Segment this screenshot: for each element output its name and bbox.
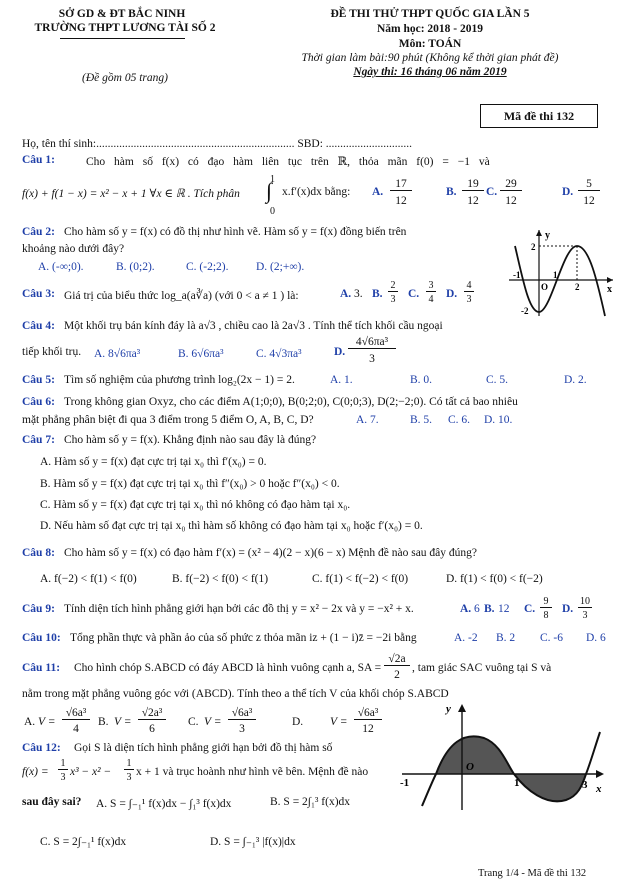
q2-x-arrow [607, 277, 613, 283]
q2-graph [505, 226, 617, 318]
q12-area-right [514, 774, 586, 801]
q1-opt-a-key: A. [372, 186, 384, 198]
q2-curve [515, 246, 605, 316]
q2-opt-c: C. (-2;2). [186, 261, 229, 273]
q11-sa-den: 2 [394, 669, 400, 681]
q11-line2: nằm trong mặt phẳng vuông góc với (ABCD). Tính theo a thể tích V của khối chóp S.ABCD [22, 688, 449, 700]
q11-opt-a-pre: V = [38, 716, 56, 728]
q6-opt-a: A. 7. [356, 414, 379, 426]
q2-y-arrow [536, 230, 542, 236]
q11-sa-num: √2a [384, 653, 410, 666]
q3-opt-c-num: 3 [426, 280, 436, 292]
q9-opt-a-val: 6 [474, 603, 480, 615]
student-line: Họ, tên thí sinh:..................................................................... SBD: .............................. [22, 138, 413, 150]
q9-opt-b-key: B. [484, 603, 495, 615]
q1-opt-c-den: 12 [505, 195, 517, 207]
q11-opt-a-den: 4 [73, 723, 79, 735]
q12-opt-a: A. S = ∫₋₁¹ f(x)dx − ∫₁³ f(x)dx [96, 798, 232, 810]
q8-label: Câu 8: [22, 547, 55, 559]
q11-opt-d-key: D. [292, 716, 304, 728]
school-year: Năm học: 2018 - 2019 [376, 23, 484, 35]
q4-opt-c: C. 4√3πa³ [256, 348, 302, 360]
q12-frac1-num: 1 [58, 758, 68, 770]
q9-label: Câu 9: [22, 603, 55, 615]
q2-label: Câu 2: [22, 226, 55, 238]
q8-opt-c: C. f(1) < f(−2) < f(0) [312, 573, 409, 585]
q2-two-x: 2 [575, 282, 580, 292]
q7-text: Cho hàm số y = f(x). Khẳng định nào sau đây là đúng? [64, 434, 317, 446]
q1-line2a: f(x) + f(1 − x) = x² − x + 1 ∀x ∈ ℝ . Tích phân [22, 188, 240, 200]
q11-opt-d-pre: V = [330, 716, 348, 728]
q2-line2: khoảng nào dưới đây? [22, 243, 125, 255]
q2-neg-one: -1 [513, 270, 521, 280]
q3-opt-c-key: C. [408, 288, 420, 300]
q1-opt-a-den: 12 [395, 195, 407, 207]
q10-opt-a: A. -2 [454, 632, 478, 644]
q12-line3: sau đây sai? [22, 796, 82, 808]
q9-opt-a-key: A. [460, 603, 472, 615]
q4-opt-d-num: 4√6πa³ [348, 336, 396, 349]
q12-x-label: x [596, 783, 602, 795]
q8-opt-a: A. f(−2) < f(1) < f(0) [40, 573, 137, 585]
q6-label: Câu 6: [22, 396, 55, 408]
q11-label: Câu 11: [22, 662, 61, 674]
q1-opt-c-key: C. [486, 186, 498, 198]
exam-code-box: Mã đề thi 132 [480, 104, 598, 128]
q12-x-arrow [596, 770, 604, 778]
q1-opt-b-den: 12 [467, 195, 479, 207]
q4-line1: Một khối trụ bán kính đáy là a√3 , chiều cao là 2a√3 . Tính thể tích khối cầu ngoại [64, 320, 443, 332]
q12-origin: O [466, 761, 474, 773]
q1-integral-sign: ∫ [266, 178, 273, 203]
q1-opt-d-key: D. [562, 186, 574, 198]
q3-text: Giá trị của biểu thức log_a(a∛a) (với 0 < a ≠ 1 ) là: [64, 290, 299, 302]
q5-opt-b: B. 0. [410, 374, 433, 386]
q8-opt-b: B. f(−2) < f(0) < f(1) [172, 573, 269, 585]
q11-opt-c-den: 3 [239, 723, 245, 735]
q11-opt-b-key: B. [98, 716, 109, 728]
q11-opt-b-num: √2a³ [138, 707, 166, 720]
q12-y-arrow [458, 704, 466, 712]
q12-opt-b: B. S = 2∫₁³ f(x)dx [270, 796, 351, 808]
q3-opt-d-den: 3 [466, 294, 472, 305]
school-name: TRƯỜNG THPT LƯƠNG TÀI SỐ 2 [34, 22, 216, 34]
exam-title: ĐỀ THI THỬ THPT QUỐC GIA LẦN 5 [330, 8, 530, 20]
pages-note: (Đề gồm 05 trang) [82, 72, 168, 84]
q9-opt-c-num: 9 [540, 596, 552, 608]
q12-three: 3 [582, 779, 588, 791]
q3-opt-d-num: 4 [464, 280, 474, 292]
q12-neg-one: -1 [400, 777, 410, 789]
q2-x-label: x [607, 284, 612, 295]
q12-opt-d: D. S = ∫₋₁³ |f(x)|dx [210, 836, 296, 848]
q5-opt-c: C. 5. [486, 374, 509, 386]
q7-opt-c: C. Hàm số y = f(x) đạt cực trị tại x₀ thì nó không có đạo hàm tại x₀. [40, 499, 351, 511]
q2-one: 1 [553, 270, 558, 280]
q12-line2a: f(x) = [22, 766, 49, 778]
q1-opt-a-num: 17 [390, 178, 412, 191]
exam-date: Ngày thi: 16 tháng 06 năm 2019 [353, 66, 507, 78]
subject: Môn: TOÁN [398, 38, 462, 50]
q4-line2: tiếp khối trụ. [22, 346, 82, 358]
q1-opt-b-num: 19 [462, 178, 484, 191]
q4-label: Câu 4: [22, 320, 55, 332]
q12-line1: Gọi S là diện tích hình phẳng giới hạn bởi đồ thị hàm số [74, 742, 333, 754]
exam-time: Thời gian làm bài:90 phút (Không kể thời gian phát đề) [301, 52, 559, 64]
q11-line1a: Cho hình chóp S.ABCD có đáy ABCD là hình vuông cạnh a, SA = [74, 662, 382, 674]
q5-opt-d: D. 2. [564, 374, 587, 386]
q11-opt-c-key: C. [188, 716, 199, 728]
q11-opt-b-den: 6 [149, 723, 155, 735]
q7-opt-d: D. Nếu hàm số đạt cực trị tại x₀ thì hàm số không có đạo hàm tại x₀ hoặc f′(x₀) = 0. [40, 520, 423, 532]
q11-opt-c-num: √6a³ [228, 707, 256, 720]
q11-opt-d-num: √6a³ [354, 707, 382, 720]
q2-origin: O [541, 282, 549, 292]
q2-neg-two: -2 [521, 306, 529, 316]
q12-y-label: y [446, 703, 451, 715]
q2-two-y: 2 [531, 242, 536, 252]
q11-opt-c-pre: V = [204, 716, 222, 728]
q10-text: Tổng phần thực và phần ảo của số phức z thỏa mãn iz + (1 − i)z̄ = −2i bằng [70, 632, 417, 644]
q7-opt-b: B. Hàm số y = f(x) đạt cực trị tại x₀ thì f″(x₀) > 0 hoặc f″(x₀) < 0. [40, 478, 340, 490]
q9-opt-d-den: 3 [582, 610, 588, 621]
q11-line1b: , tam giác SAC vuông tại S và [412, 662, 552, 674]
q7-opt-a: A. Hàm số y = f(x) đạt cực trị tại x₀ thì f′(x₀) = 0. [40, 456, 267, 468]
q10-label: Câu 10: [22, 632, 61, 644]
q10-opt-d: D. 6 [586, 632, 606, 644]
q8-text: Cho hàm số y = f(x) có đạo hàm f′(x) = (x² − 4)(2 − x)(6 − x) Mệnh đề nào sau đây đúng? [64, 547, 478, 559]
q6-opt-b: B. 5. [410, 414, 433, 426]
q2-opt-b: B. (0;2). [116, 261, 155, 273]
q12-line2c: x + 1 và trục hoành như hình vẽ bên. Mệnh đề nào [136, 766, 369, 778]
q3-opt-c-den: 4 [428, 294, 434, 305]
q3-label: Câu 3: [22, 288, 55, 300]
q5-text: Tìm số nghiệm của phương trình log₂(2x − 1) = 2. [64, 374, 295, 386]
q12-frac2-num: 1 [124, 758, 134, 770]
q9-opt-b-val: 12 [498, 603, 510, 615]
q12-frac2-den: 3 [126, 772, 132, 783]
q12-opt-c: C. S = 2∫₋₁¹ f(x)dx [40, 836, 127, 848]
q9-opt-d-num: 10 [580, 596, 590, 607]
q9-opt-c-key: C. [524, 603, 536, 615]
q10-opt-c: C. -6 [540, 632, 563, 644]
q3-opt-b-num: 2 [388, 280, 398, 292]
q3-opt-b-den: 3 [390, 294, 396, 305]
q2-line1: Cho hàm số y = f(x) có đồ thị như hình vẽ. Hàm số y = f(x) đồng biến trên [64, 226, 407, 238]
q5-opt-a: A. 1. [330, 374, 353, 386]
q2-opt-a: A. (-∞;0). [38, 261, 84, 273]
q2-y-label: y [545, 230, 550, 241]
q1-line2b: x.f′(x)dx bằng: [282, 186, 351, 198]
q1-opt-c-num: 29 [500, 178, 522, 191]
q1-int-upper: 1 [270, 174, 275, 185]
q6-line1: Trong không gian Oxyz, cho các điểm A(1;0;0), B(0;2;0), C(0;0;3), D(2;−2;0). Có tất cả bao nhiêu [64, 396, 518, 408]
q1-label: Câu 1: [22, 154, 55, 166]
q12-label: Câu 12: [22, 742, 61, 754]
q9-opt-d-key: D. [562, 603, 574, 615]
q3-opt-a-val: 3. [354, 288, 363, 300]
q1-line1: Cho hàm số f(x) có đạo hàm liên tục trên ℝ, thỏa mãn f(0) = −1 và [86, 156, 490, 168]
q5-label: Câu 5: [22, 374, 55, 386]
q7-label: Câu 7: [22, 434, 55, 446]
q3-opt-a-key: A. [340, 288, 352, 300]
q4-opt-d-den: 3 [369, 353, 375, 365]
school-underline [60, 38, 185, 39]
q3-opt-b-key: B. [372, 288, 383, 300]
q4-opt-d-key: D. [334, 346, 346, 358]
q11-opt-b-pre: V = [114, 716, 132, 728]
q1-int-lower: 0 [270, 206, 275, 217]
q4-opt-a: A. 8√6πa³ [94, 348, 141, 360]
q11-opt-d-den: 12 [362, 723, 374, 735]
q8-opt-d: D. f(1) < f(0) < f(−2) [446, 573, 543, 585]
q12-one: 1 [514, 777, 520, 789]
q2-opt-d: D. (2;+∞). [256, 261, 305, 273]
q4-opt-b: B. 6√6πa³ [178, 348, 224, 360]
q11-opt-a-num: √6a³ [62, 707, 90, 720]
q12-frac1-den: 3 [60, 772, 66, 783]
q11-opt-a-key: A. [24, 716, 36, 728]
q1-opt-b-key: B. [446, 186, 457, 198]
q10-opt-b: B. 2 [496, 632, 516, 644]
page-footer: Trang 1/4 - Mã đề thi 132 [478, 868, 587, 879]
q12-graph [396, 702, 610, 814]
dept-name: SỞ GD & ĐT BẮC NINH [58, 8, 186, 20]
q1-opt-d-den: 12 [583, 195, 595, 207]
q6-line2: mặt phẳng phân biệt đi qua 3 điểm trong 5 điểm O, A, B, C, D? [22, 414, 314, 426]
q12-line2b: x³ − x² − [70, 766, 112, 778]
q6-opt-d: D. 10. [484, 414, 513, 426]
q6-opt-c: C. 6. [448, 414, 471, 426]
q3-opt-d-key: D. [446, 288, 458, 300]
q9-opt-c-den: 8 [543, 610, 549, 621]
q1-opt-d-num: 5 [578, 178, 600, 191]
q9-text: Tính diện tích hình phẳng giới hạn bởi các đồ thị y = x² − 2x và y = −x² + x. [64, 603, 414, 615]
